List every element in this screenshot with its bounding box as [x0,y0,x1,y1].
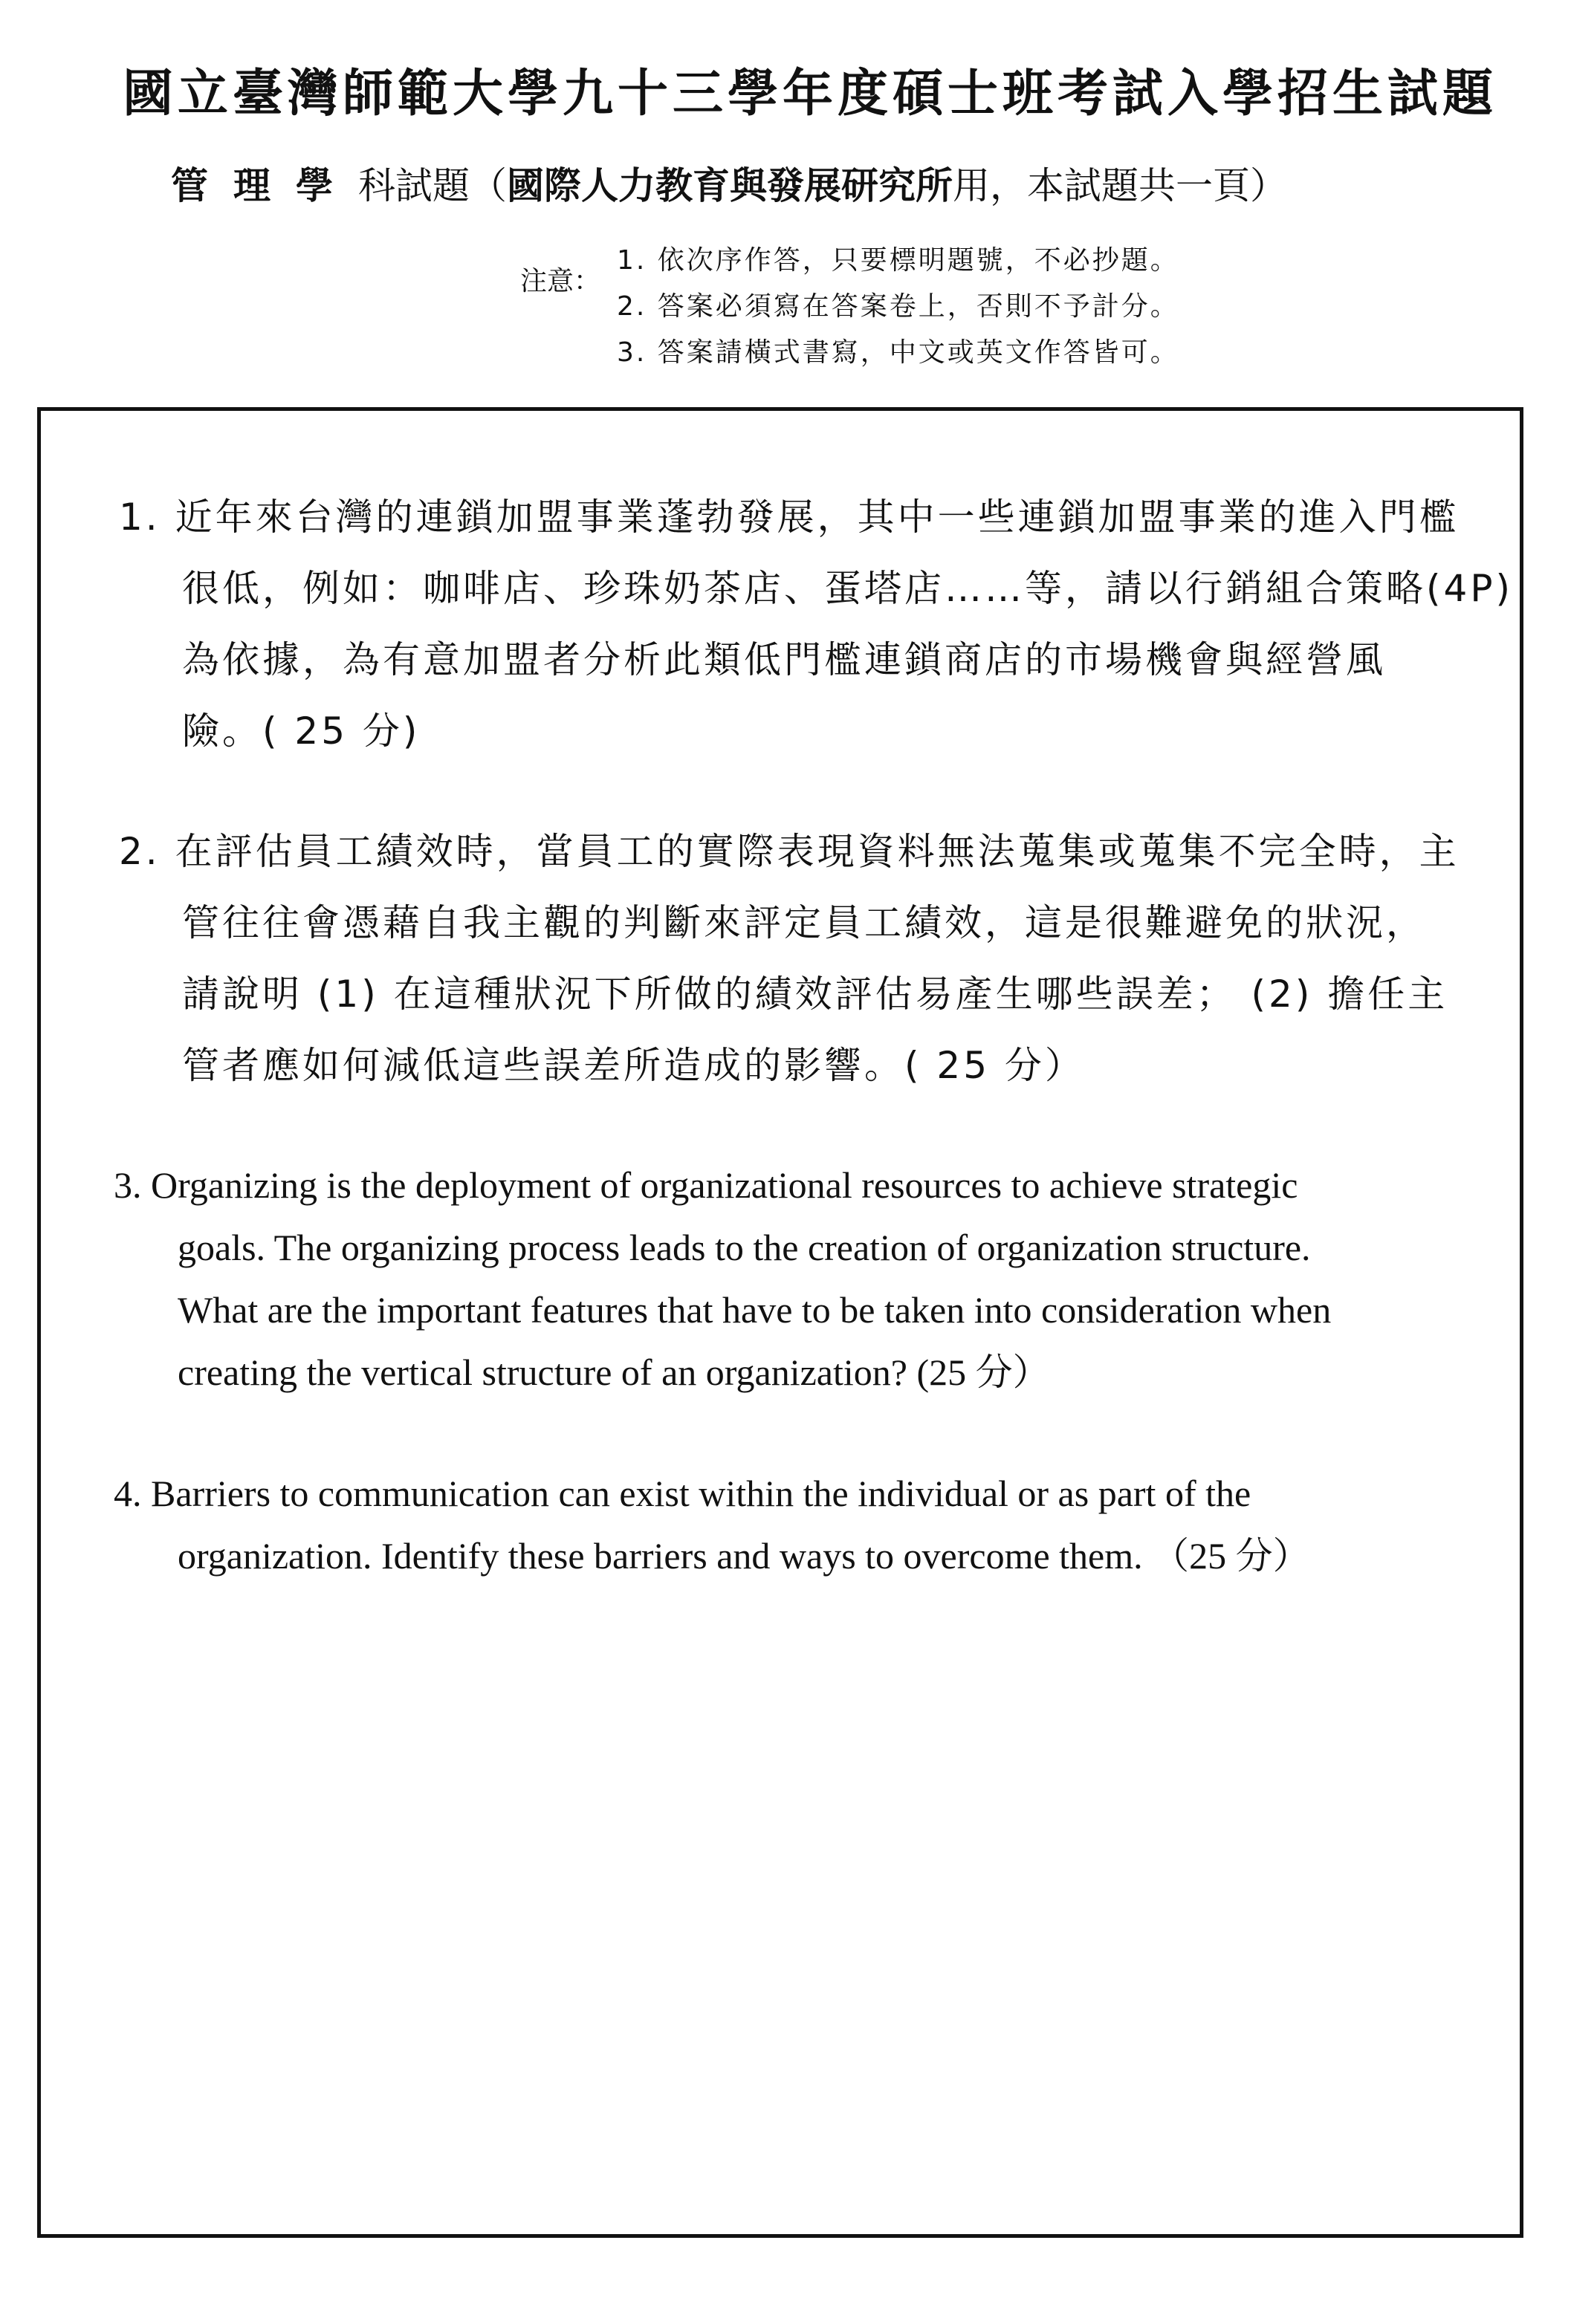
question-frame [37,407,1523,2238]
question-2 [119,816,1460,1101]
question-line: 險。( 25 分) [182,710,421,753]
question-line: What are the important features that have to be taken into consideration when [178,1289,1332,1331]
question-4 [114,1462,1310,1587]
question-line: 管者應如何減低這些誤差所造成的影響。( 25 分） [182,1044,1085,1087]
question-line: organization. Identify these barriers and ways to overcome them. （25 分） [178,1535,1310,1577]
question-line: 管往往會憑藉自我主觀的判斷來評定員工績效，這是很難避免的狀況， [182,901,1426,944]
subject-suffix: 科試題（ [358,164,507,207]
question-line: 1. 近年來台灣的連鎖加盟事業蓬勃發展，其中一些連鎖加盟事業的進入門檻 [119,496,1460,539]
note-item: 1. 依次序作答，只要標明題號，不必抄題。 [617,245,1179,276]
question-1 [119,481,1513,767]
note-item: 2. 答案必須寫在答案卷上，否則不予計分。 [617,291,1179,322]
notes-list [617,238,1179,376]
question-line: 請說明 (1) 在這種狀況下所做的績效評估易產生哪些誤差； (2) 擔任主 [182,973,1448,1016]
note-item: 3. 答案請橫式書寫，中文或英文作答皆可。 [617,337,1179,368]
subject-name: 管理學 [171,164,358,207]
question-line: 2. 在評估員工績效時，當員工的實際表現資料無法蒐集或蒐集不完全時，主 [119,830,1460,873]
question-line: 4. Barriers to communication can exist within the individual or as part of the [114,1473,1251,1514]
subtitle-tail: 用，本試題共一頁） [953,164,1287,207]
question-line: goals. The organizing process leads to the creation of organization structure. [178,1227,1311,1268]
notes-label: 注意： [520,266,601,296]
question-line: creating the vertical structure of an organization? (25 分） [178,1351,1050,1393]
question-line: 為依據，為有意加盟者分析此類低門檻連鎖商店的市場機會與經營風 [182,638,1386,681]
question-3 [114,1154,1331,1403]
exam-subtitle [171,156,1287,210]
exam-title: 國立臺灣師範大學九十三學年度碩士班考試入學招生試題 [122,65,1497,123]
department-name: 國際人力教育與發展研究所 [507,164,953,207]
question-line: 很低，例如：咖啡店、珍珠奶茶店、蛋塔店……等，請以行銷組合策略(4P) [182,567,1513,610]
question-line: 3. Organizing is the deployment of organizational resources to achieve strategic [114,1164,1298,1206]
